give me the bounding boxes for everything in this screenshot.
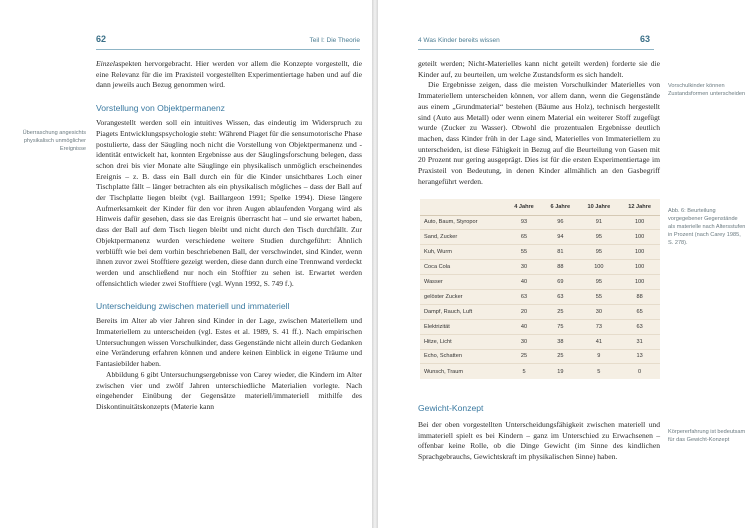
page-number: 63	[640, 34, 651, 44]
table-row	[420, 275, 660, 290]
table-cell: 65	[619, 304, 660, 319]
table-header-row	[420, 199, 660, 215]
table-header-cell: 12 Jahre	[619, 199, 660, 215]
table-header-cell: 6 Jahre	[542, 199, 578, 215]
table-row	[420, 230, 660, 245]
table-cell: 30	[506, 334, 542, 349]
table-row	[420, 334, 660, 349]
table-cell: 38	[542, 334, 578, 349]
table-cell: 25	[506, 349, 542, 364]
table-row-label: Wunsch, Traum	[420, 364, 506, 379]
table-cell: 91	[579, 215, 620, 230]
table-cell: 95	[579, 230, 620, 245]
table-cell: 13	[619, 349, 660, 364]
margin-note: Überraschung angesichts physikalisch unmöglicher Ereignisse	[22, 130, 86, 152]
table-cell: 40	[506, 319, 542, 334]
table-cell: 0	[619, 364, 660, 379]
table-row-label: Coca Cola	[420, 260, 506, 275]
table-cell: 69	[542, 275, 578, 290]
table-cell: 9	[579, 349, 620, 364]
table-row-label: Wasser	[420, 275, 506, 290]
intro-italic: Einzel	[96, 59, 115, 68]
table-cell: 40	[506, 275, 542, 290]
table-cell: 88	[542, 260, 578, 275]
table-cell: 63	[506, 289, 542, 304]
table-cell: 5	[579, 364, 620, 379]
table-row-label: gelöster Zucker	[420, 289, 506, 304]
table-row	[420, 260, 660, 275]
table-cell: 100	[619, 275, 660, 290]
table-cell: 95	[579, 245, 620, 260]
table-row-label: Sand, Zucker	[420, 230, 506, 245]
table-cell: 41	[579, 334, 620, 349]
table-cell: 95	[579, 275, 620, 290]
table-cell: 93	[506, 215, 542, 230]
table-cell: 63	[542, 289, 578, 304]
table-cell: 100	[619, 230, 660, 245]
table-cell: 65	[506, 230, 542, 245]
table-cell: 75	[542, 319, 578, 334]
paragraph: Bereits im Alter ab vier Jahren sind Kinder in der Lage, zwischen Materiellem und Immateriellem zu unterscheiden (vgl. Estes et al. 1989, S. 41 ff.). Nach empirischen Untersuchungen wissen Vorschulkinder, dass Gegenstände nicht allein durch Gedanken eine Veränderung erfahren können und andere keinen Einblick in eigene Träume und Fantasiebilder haben.	[96, 316, 362, 369]
table-cell: 30	[579, 304, 620, 319]
table-header-cell: 4 Jahre	[506, 199, 542, 215]
table-header-cell: 10 Jahre	[579, 199, 620, 215]
table-cell: 20	[506, 304, 542, 319]
table-body	[420, 215, 660, 379]
left-text-column	[96, 59, 362, 413]
table-cell: 25	[542, 349, 578, 364]
paragraph: geteilt werden; Nicht-Materielles kann nicht geteilt werden) forderte sie die Kinder auf, zu beurteilen, um welche Zustandsform es sich handelt.	[418, 59, 660, 79]
table-row	[420, 215, 660, 230]
table-row-label: Elektrizität	[420, 319, 506, 334]
header-rule	[418, 49, 654, 50]
table-cell: 55	[579, 289, 620, 304]
table-cell: 100	[579, 260, 620, 275]
table-cell: 81	[542, 245, 578, 260]
table-row-label: Echo, Schatten	[420, 349, 506, 364]
table-row	[420, 349, 660, 364]
data-table	[420, 199, 660, 379]
table-cell: 96	[542, 215, 578, 230]
table-header-label	[420, 199, 506, 215]
page-number: 62	[96, 34, 107, 44]
intro-paragraph	[96, 59, 362, 91]
figure-caption: Abb. 6: Beurteilung vorgegebener Gegenstände als materielle nach Altersstufen in Prozent (nach Carey 1985, S. 278).	[668, 208, 746, 246]
table-cell: 94	[542, 230, 578, 245]
paragraph: Abbildung 6 gibt Untersuchungsergebnisse von Carey wieder, die Kindern im Alter zwischen vier und zwölf Jahren unterschiedliche Materialien vorlegte. Nach eingehender Einübung der Gegensätze materiell/immateriell mithilfe des Diskontinuitätskonzepts (Materie kann	[96, 369, 362, 411]
paragraph: Bei der oben vorgestellten Unterscheidungsfähigkeit zwischen materiell und immateriell spielt es bei Kindern – ganz im Unterschied zu Erwachsenen – offenbar keine Rolle, ob die Dinge Gewicht (im Sinne des kindlichen Sprachgebrauchs, Gewichtskraft im physikalischen Sinne) haben.	[418, 420, 660, 462]
table-row-label: Dampf, Rauch, Luft	[420, 304, 506, 319]
table-row	[420, 319, 660, 334]
running-head: Teil I: Die Theorie	[309, 37, 360, 44]
section-heading: Unterscheidung zwischen materiell und immateriell	[96, 301, 290, 312]
table-cell: 30	[506, 260, 542, 275]
table-row	[420, 364, 660, 379]
table-cell: 55	[506, 245, 542, 260]
table-row	[420, 304, 660, 319]
table-cell: 63	[619, 319, 660, 334]
margin-note: Vorschulkinder können Zustandsformen unterscheiden	[668, 83, 746, 97]
running-head: 4 Was Kinder bereits wissen	[418, 37, 500, 44]
margin-note: Körpererfahrung ist bedeutsam für das Gewicht-Konzept	[668, 429, 746, 443]
right-page	[378, 0, 750, 528]
header-rule	[96, 49, 360, 50]
table-cell: 73	[579, 319, 620, 334]
table-cell: 5	[506, 364, 542, 379]
table-row-label: Auto, Baum, Styropor	[420, 215, 506, 230]
table-cell: 31	[619, 334, 660, 349]
table-cell: 100	[619, 245, 660, 260]
paragraph: Die Ergebnisse zeigen, dass die meisten Vorschulkinder Materielles von Immateriellem unterscheiden können, vor allem dann, wenn die Gegenstände aus einem „Grundmaterial“ bestehen (Bäume aus Holz), technisch hergestellt sind (Auto aus Metall) oder wenn einem Material ein weiterer Stoff zugefügt wurde (Zucker zu Wasser). Obwohl die prozentualen Ergebnisse deutlich machen, dass Kinder früh in der Lage sind, Materielles von Immateriellem zu unterscheiden, ist diese Fähigkeit in Bezug auf die Beurteilung von Gasen mit 20 Prozent nur gering ausgeprägt. Dies ist für die ersten Experimentiertage im Praxisteil von Bedeutung, in denen Kinder allmählich an den Gasbegriff herangeführt werden.	[418, 80, 660, 186]
section-heading: Vorstellung von Objektpermanenz	[96, 103, 225, 114]
paragraph: Vorangestellt werden soll ein intuitives Wissen, das eindeutig im Widerspruch zu Piagets Entwicklungspsychologie steht: Während Piaget für die sensumotorische Phase postulierte, dass der Säugling noch nicht die Vorstellung von Objektpermanenz und -identität entwickelt hat, konnten Ergebnisse aus der Säuglingsforschung belegen, dass schon drei bis vier Monate alte Säuglinge ein physikalisch unmöglich erscheinendes Ereignis – z. B. dass ein Ball durch ein für die Kinder unsichtbares Loch einer Tischplatte fällt – länger betrachten als ein physikalisch mögliches – dass der Ball auf der Tischplatte liegen bleibt (vgl. Baillargeon 1991; Spelke 1994). Diese längere Aufmerksamkeit der Kinder für den vor ihren Augen ablaufenden Vorgang wird als Hinweis dafür gesehen, dass sie das Ereignis überrascht hat – und sie erwartet haben, dass der Ball auf dem Tisch liegen bleibt und nicht durch den Tisch durchfällt. Zur Objektpermanenz wurden verschiedene weitere Studien durchgeführt: Ähnlich verblüfft wie bei dem vorhin beschriebenen Ball, der verschwindet, sind Kinder, wenn ihnen zuvor zwei Stofftiere gezeigt werden, diese dann durch eine Trennwand verdeckt werden und anschließend nur noch ein Stofftier zu sehen ist. Erwartet werden offensichtlich wieder zwei Stofftiere (vgl. Wynn 1992, S. 749 f.).	[96, 118, 362, 288]
left-page	[0, 0, 372, 528]
table-row-label: Hitze, Licht	[420, 334, 506, 349]
table-cell: 88	[619, 289, 660, 304]
table-cell: 100	[619, 215, 660, 230]
intro-rest: aspekten hervorgebracht. Hier werden vor allem die Konzepte vorgestellt, die eine Relevanz für die im Praxisteil vorgestellten Experimentiertage haben und auf die dann jeweils auch Bezug genommen wird.	[96, 59, 362, 90]
table-row-label: Kuh, Wurm	[420, 245, 506, 260]
table-cell: 19	[542, 364, 578, 379]
table-cell: 100	[619, 260, 660, 275]
table-row	[420, 245, 660, 260]
table-row	[420, 289, 660, 304]
section-heading: Gewicht-Konzept	[418, 403, 484, 413]
right-text-column-2	[418, 402, 660, 463]
right-text-column	[418, 59, 660, 187]
table-cell: 25	[542, 304, 578, 319]
